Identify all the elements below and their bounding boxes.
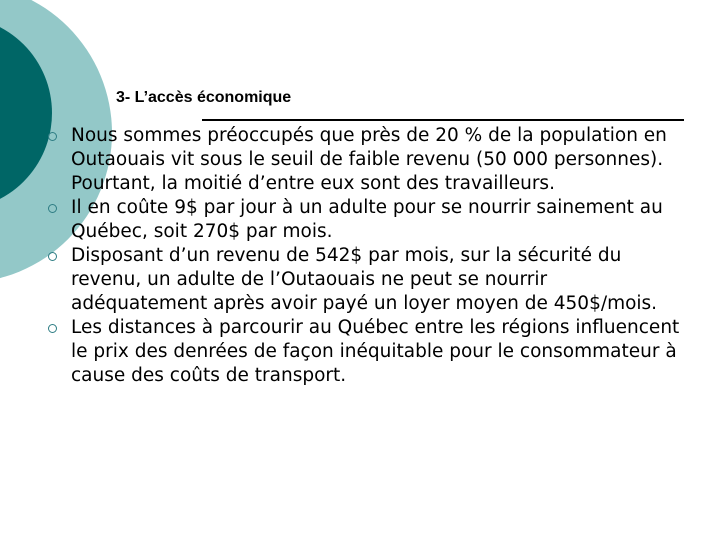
- bullet-item: [48, 124, 688, 196]
- title-underline: [202, 119, 684, 121]
- bullet-text: Disposant d’un revenu de 542$ par mois, sur la sécurité du revenu, un adulte de l’Outaouais ne peut se nourrir adéquatement après avoir payé un loyer moyen de 450$/mois.: [71, 245, 658, 314]
- slide-title: 3- L’accès économique: [116, 89, 292, 106]
- bullet-list: [48, 124, 688, 388]
- bullet-text: Il en coûte 9$ par jour à un adulte pour se nourrir sainement au Québec, soit 270$ par mois.: [71, 197, 663, 242]
- hollow-circle-bullet-icon: [48, 252, 57, 261]
- bullet-text: Les distances à parcourir au Québec entre les régions influencent le prix des denrées de façon inéquitable pour le consommateur à cause des coûts de transport.: [71, 317, 680, 386]
- hollow-circle-bullet-icon: [48, 204, 57, 213]
- bullet-item: [48, 196, 688, 244]
- hollow-circle-bullet-icon: [48, 324, 57, 333]
- hollow-circle-bullet-icon: [48, 132, 57, 141]
- bullet-text: Nous sommes préoccupés que près de 20 % de la population en Outaouais vit sous le seuil de faible revenu (50 000 personnes). Pourtant, la moitié d’entre eux sont des travailleurs.: [71, 125, 667, 194]
- bullet-item: [48, 316, 688, 388]
- bullet-item: [48, 244, 688, 316]
